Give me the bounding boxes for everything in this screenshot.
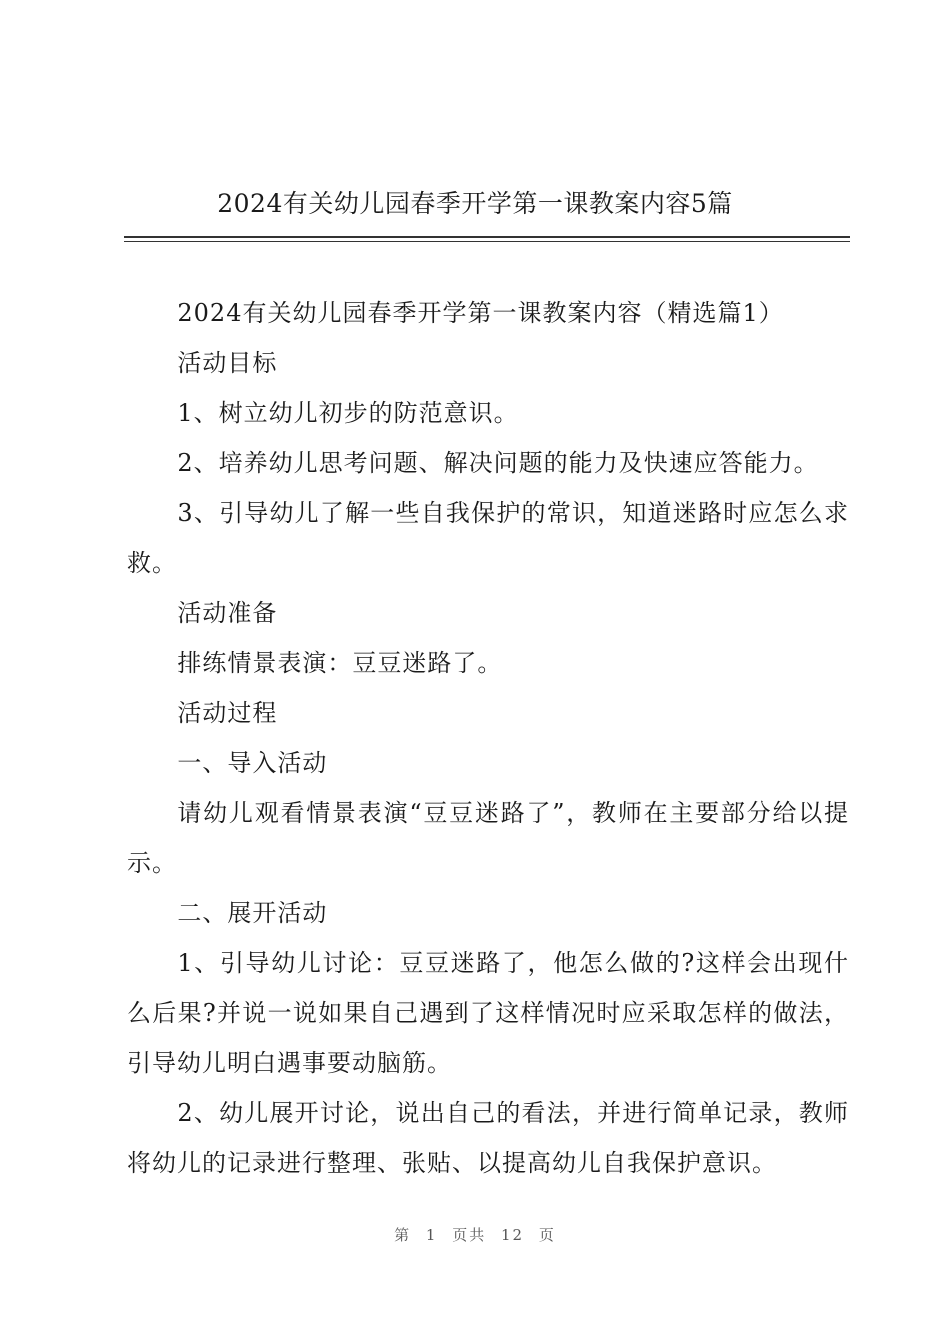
paragraph: 1、树立幼儿初步的防范意识。 (177, 399, 519, 427)
paragraph: 二、展开活动 (177, 899, 328, 927)
paragraph: 一、导入活动 (177, 749, 328, 777)
paragraph: 活动目标 (177, 349, 278, 377)
paragraph: 活动过程 (177, 699, 278, 727)
paragraph: 2024有关幼儿园春季开学第一课教案内容（精选篇1） (177, 299, 784, 327)
title-divider (124, 236, 850, 242)
paragraph: 3、引导幼儿了解一些自我保护的常识，知道迷路时应怎么求救。 (127, 499, 849, 577)
paragraph: 排练情景表演：豆豆迷路了。 (177, 649, 503, 677)
paragraph: 活动准备 (177, 599, 278, 627)
document-body (127, 288, 849, 1188)
paragraph: 请幼儿观看情景表演“豆豆迷路了”，教师在主要部分给以提示。 (127, 799, 849, 877)
paragraph: 1、引导幼儿讨论：豆豆迷路了，他怎么做的?这样会出现什么后果?并说一说如果自己遇到了这样情况时应采取怎样的做法，引导幼儿明白遇事要动脑筋。 (127, 949, 849, 1077)
paragraph: 2、培养幼儿思考问题、解决问题的能力及快速应答能力。 (177, 449, 819, 477)
paragraph: 2、幼儿展开讨论，说出自己的看法，并进行简单记录，教师将幼儿的记录进行整理、张贴、以提高幼儿自我保护意识。 (127, 1099, 849, 1177)
document-title: 2024有关幼儿园春季开学第一课教案内容5篇 (217, 189, 733, 218)
page-footer: 第 1 页共 12 页 (394, 1226, 556, 1244)
